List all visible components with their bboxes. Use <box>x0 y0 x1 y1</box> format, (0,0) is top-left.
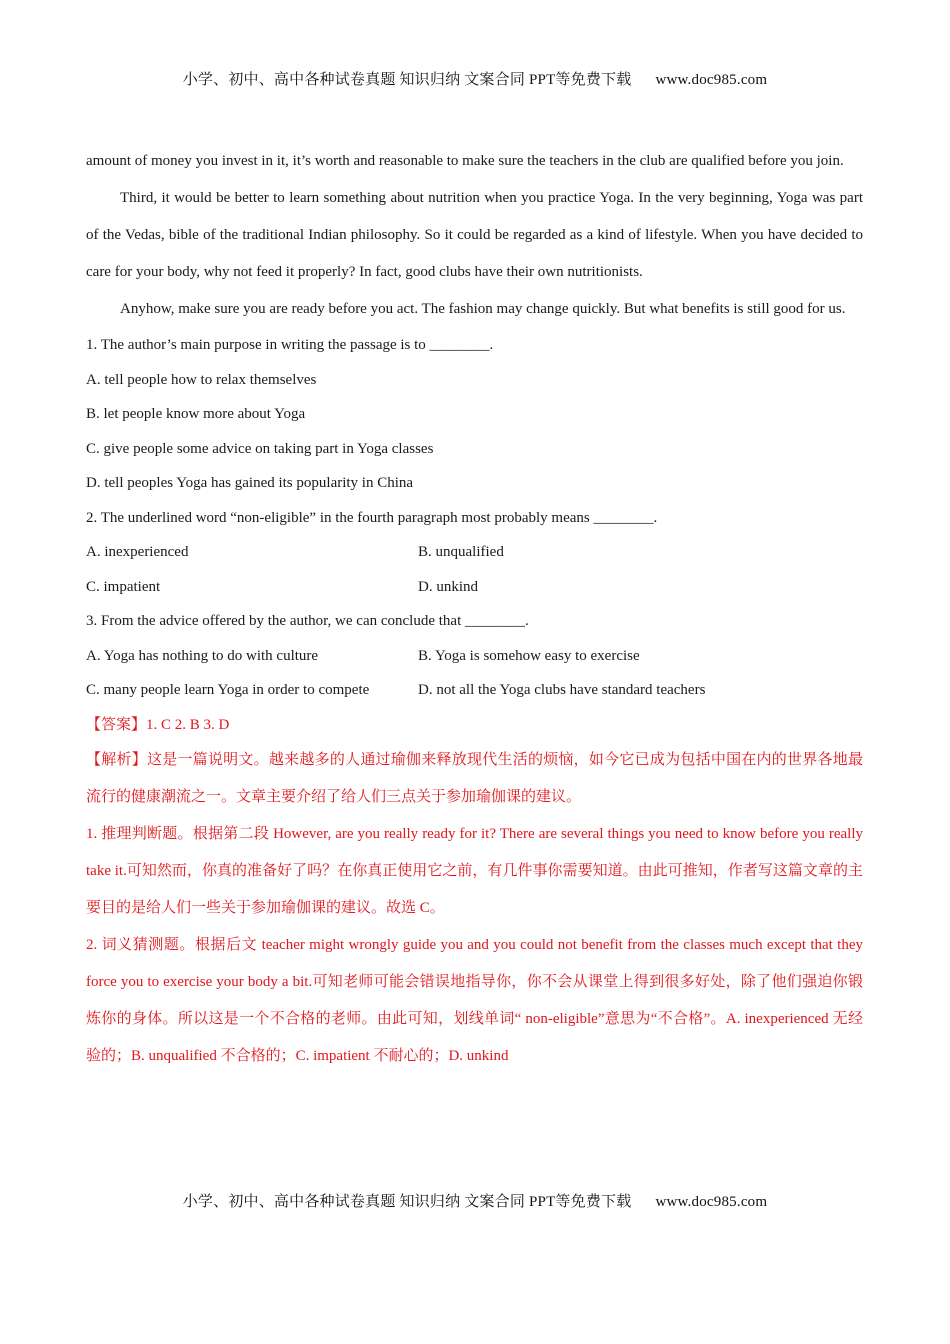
question-3-option-c: C. many people learn Yoga in order to compete <box>86 682 370 698</box>
passage-paragraph-3: Anyhow, make sure you are ready before you act. The fashion may change quickly. But what benefits is still good for us. <box>120 301 846 317</box>
question-2-stem: 2. The underlined word “non-eligible” in the fourth paragraph most probably means ________. <box>86 509 658 526</box>
footer-text: 小学、初中、高中各种试卷真题 知识归纳 文案合同 PPT等免费下载 <box>182 1194 632 1210</box>
question-2-options-row-2 <box>86 570 863 605</box>
answer-line <box>86 708 863 742</box>
question-2-option-d: D. unkind <box>418 578 478 595</box>
analysis-label: 【解析】 <box>86 751 147 768</box>
question-3-option-a: A. Yoga has nothing to do with culture <box>86 647 319 664</box>
question-1-option-d: D. tell peoples Yoga has gained its popularity in China <box>86 475 414 491</box>
question-3-options-row-2 <box>86 673 863 708</box>
question-3-options-row-1 <box>86 639 863 674</box>
document-body <box>86 143 863 1075</box>
passage-paragraph-2: Third, it would be better to learn something about nutrition when you practice Yoga. In the very beginning, Yoga was part of the Vedas, bible of the traditional Indian philosophy. So it could be regarded as a kind of lifestyle. When you have decided to care for your body, why not feed it properly? In fact, good clubs have their own nutritionists. <box>86 190 863 280</box>
page-header <box>0 68 950 89</box>
question-2-option-c: C. impatient <box>86 578 161 595</box>
question-1-option-c: C. give people some advice on taking part in Yoga classes <box>86 440 434 457</box>
question-1-option-b: B. let people know more about Yoga <box>86 406 306 422</box>
question-1-stem: 1. The author’s main purpose in writing the passage is to ________. <box>86 337 494 353</box>
question-3-stem: 3. From the advice offered by the author, we can conclude that ________. <box>86 613 529 629</box>
answer-text: 1. C 2. B 3. D <box>146 716 230 733</box>
header-text: 小学、初中、高中各种试卷真题 知识归纳 文案合同 PPT等免费下载 <box>182 72 632 88</box>
footer-site: www.doc985.com <box>655 1194 768 1210</box>
question-3-option-b: B. Yoga is somehow easy to exercise <box>418 647 640 664</box>
header-site: www.doc985.com <box>655 72 768 88</box>
analysis-intro-text: 这是一篇说明文。越来越多的人通过瑜伽来释放现代生活的烦恼，如今它已成为包括中国在内的世界各地最流行的健康潮流之一。文章主要介绍了给人们三点关于参加瑜伽课的建议。 <box>86 751 863 805</box>
analysis-item-1: 1. 推理判断题。根据第二段 However, are you really ready for it? There are several things you need to know before you really take it.可知然而，你真的准备好了吗？在你真正使用它之前，有几件事你需要知道。由此可推知，作者写这篇文章的主要目的是给人们一些关于参加瑜伽课的建议。故选 C。 <box>86 825 863 916</box>
analysis-intro <box>86 742 863 816</box>
question-2-option-b: B. unqualified <box>418 544 504 560</box>
answer-label: 【答案】 <box>86 716 147 733</box>
answer-section <box>86 708 863 1075</box>
question-2-options-row-1 <box>86 535 863 570</box>
question-2-option-a: A. inexperienced <box>86 544 189 560</box>
passage-paragraph-1: amount of money you invest in it, it’s worth and reasonable to make sure the teachers in the club are qualified before you join. <box>86 153 844 169</box>
analysis-item-2: 2. 词义猜测题。根据后文 teacher might wrongly guide you and you could not benefit from the classes much except that they force you to exercise your body a bit.可知老师可能会错误地指导你，你不会从课堂上得到很多好处，除了他们强迫你锻炼你的身体。所以这是一个不合格的老师。由此可知，划线单词“ non-eligible”意思为“不合格”。A. inexperienced 无经验的；B. unqualified 不合格的；C. impatient 不耐心的；D. unkind <box>86 936 863 1064</box>
question-1-option-a: A. tell people how to relax themselves <box>86 371 317 388</box>
question-3-option-d: D. not all the Yoga clubs have standard teachers <box>418 682 706 698</box>
page-footer <box>0 1190 950 1211</box>
